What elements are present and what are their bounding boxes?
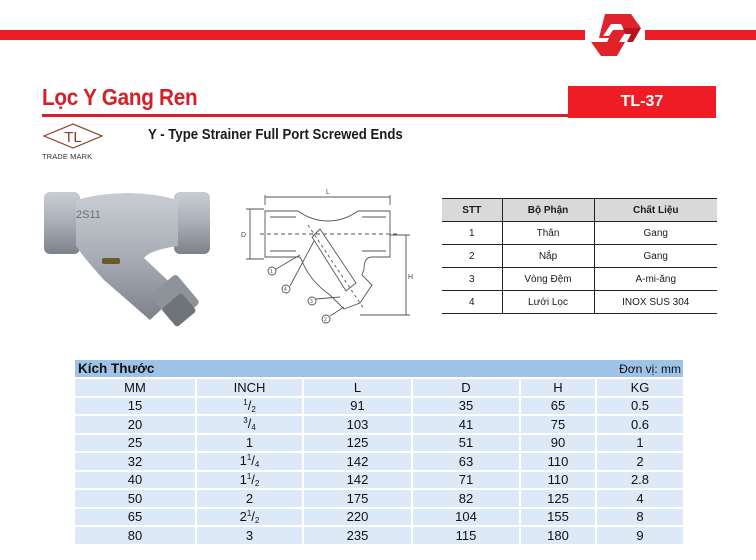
cell-l: 103 — [304, 416, 411, 433]
product-subtitle: Y - Type Strainer Full Port Screwed Ends — [148, 126, 403, 143]
cell-mm: 65 — [75, 509, 195, 526]
cell-mm: 40 — [75, 472, 195, 489]
parts-table-header — [442, 199, 717, 222]
technical-drawing — [240, 185, 420, 335]
svg-text:1: 1 — [270, 269, 273, 275]
dimensions-table — [73, 377, 685, 546]
col-kg: KG — [597, 379, 683, 396]
dimensions-table-header — [75, 379, 683, 396]
cell-mm: 50 — [75, 490, 195, 507]
table-row — [442, 222, 717, 245]
cell-inch — [197, 435, 302, 452]
cell-part: Lưới Lọc — [502, 291, 594, 314]
cell-stt: 2 — [442, 245, 502, 268]
cell-d: 104 — [413, 509, 519, 526]
inch-fraction-slash: / — [247, 397, 252, 413]
inch-whole: 2 — [239, 508, 247, 524]
inch-numerator: 1 — [243, 397, 248, 407]
dimensions-unit: Đơn vị: mm — [619, 361, 681, 376]
svg-text:3: 3 — [310, 299, 313, 305]
cell-d: 71 — [413, 472, 519, 489]
title-underline — [42, 114, 572, 117]
drawing-label-d: D — [241, 232, 247, 239]
cell-l: 235 — [304, 527, 411, 544]
cell-d: 51 — [413, 435, 519, 452]
inch-numerator: 1 — [246, 508, 252, 518]
inch-whole: 1 — [239, 471, 247, 487]
col-part: Bộ Phận — [502, 199, 594, 222]
cell-stt: 3 — [442, 268, 502, 291]
table-row — [75, 416, 683, 433]
header-red-bar-right — [645, 30, 756, 40]
cell-h: 65 — [521, 398, 595, 415]
cell-inch — [197, 509, 302, 526]
table-row — [75, 490, 683, 507]
cell-h: 125 — [521, 490, 595, 507]
drawing-label-l: L — [326, 189, 330, 196]
col-h: H — [521, 379, 595, 396]
inch-denominator: 2 — [254, 515, 260, 525]
page-title: Lọc Y Gang Ren — [42, 84, 198, 110]
cell-inch — [197, 527, 302, 544]
cell-mm: 20 — [75, 416, 195, 433]
cell-stt: 1 — [442, 222, 502, 245]
cell-l: 125 — [304, 435, 411, 452]
inch-fraction-slash: / — [251, 508, 255, 524]
inch-whole: 2 — [245, 490, 254, 506]
cell-l: 220 — [304, 509, 411, 526]
cell-h: 90 — [521, 435, 595, 452]
cell-inch — [197, 472, 302, 489]
inch-denominator: 2 — [254, 478, 260, 488]
table-row — [442, 291, 717, 314]
cell-part: Vòng Đệm — [502, 268, 594, 291]
table-row — [75, 472, 683, 489]
inch-whole: 1 — [245, 435, 254, 451]
cell-d: 82 — [413, 490, 519, 507]
cell-mm: 25 — [75, 435, 195, 452]
table-row — [75, 398, 683, 415]
drawing-label-h: H — [408, 274, 414, 281]
dimensions-title: Kích Thước — [78, 361, 155, 376]
cell-d: 63 — [413, 453, 519, 470]
cell-part: Thân — [502, 222, 594, 245]
inch-numerator: 1 — [246, 471, 252, 481]
cell-kg: 0.5 — [597, 398, 683, 415]
cell-h: 110 — [521, 472, 595, 489]
cell-inch — [197, 490, 302, 507]
cell-d: 35 — [413, 398, 519, 415]
cell-inch — [197, 398, 302, 415]
inch-denominator: 4 — [251, 423, 256, 433]
col-d: D — [413, 379, 519, 396]
cell-mm: 80 — [75, 527, 195, 544]
inch-fraction-slash: / — [247, 416, 252, 432]
cell-kg: 4 — [597, 490, 683, 507]
header-red-bar-left — [0, 30, 585, 40]
inch-fraction-slash: / — [251, 471, 255, 487]
cell-kg: 0.6 — [597, 416, 683, 433]
trademark-label: TRADE MARK — [42, 152, 93, 161]
cell-h: 155 — [521, 509, 595, 526]
table-row — [75, 509, 683, 526]
cell-material: A-mi-ăng — [594, 268, 717, 291]
inch-whole: 3 — [245, 527, 254, 543]
cell-stt: 4 — [442, 291, 502, 314]
cell-inch — [197, 416, 302, 433]
cell-h: 180 — [521, 527, 595, 544]
cell-l: 142 — [304, 472, 411, 489]
parts-table — [442, 198, 717, 314]
col-l: L — [304, 379, 411, 396]
col-inch: INCH — [197, 379, 302, 396]
product-code-badge: TL-37 — [568, 86, 716, 118]
cell-d: 41 — [413, 416, 519, 433]
cell-kg: 1 — [597, 435, 683, 452]
col-material: Chất Liệu — [594, 199, 717, 222]
cell-kg: 8 — [597, 509, 683, 526]
table-row — [75, 527, 683, 544]
cell-l: 91 — [304, 398, 411, 415]
col-stt: STT — [442, 199, 502, 222]
inch-numerator: 3 — [243, 416, 248, 426]
svg-text:2: 2 — [324, 317, 327, 323]
cell-inch — [197, 453, 302, 470]
svg-text:4: 4 — [284, 287, 287, 293]
inch-denominator: 4 — [254, 460, 260, 470]
trademark-logo — [42, 122, 104, 162]
hk-logo-icon — [587, 12, 643, 58]
cell-part: Nắp — [502, 245, 594, 268]
cell-material: Gang — [594, 245, 717, 268]
y-strainer-photo — [40, 180, 220, 340]
table-row — [442, 245, 717, 268]
svg-text:2S11: 2S11 — [76, 209, 101, 221]
cell-kg: 9 — [597, 527, 683, 544]
inch-denominator: 2 — [251, 404, 256, 414]
cell-kg: 2.8 — [597, 472, 683, 489]
cell-l: 142 — [304, 453, 411, 470]
inch-numerator: 1 — [246, 453, 252, 463]
dimensions-header — [75, 360, 683, 377]
cell-l: 175 — [304, 490, 411, 507]
col-mm: MM — [75, 379, 195, 396]
table-row — [75, 453, 683, 470]
inch-whole: 1 — [239, 453, 247, 469]
table-row — [75, 435, 683, 452]
cell-h: 110 — [521, 453, 595, 470]
cell-mm: 15 — [75, 398, 195, 415]
inch-fraction-slash: / — [251, 453, 255, 469]
cell-material: Gang — [594, 222, 717, 245]
cell-mm: 32 — [75, 453, 195, 470]
cell-d: 115 — [413, 527, 519, 544]
cell-material: INOX SUS 304 — [594, 291, 717, 314]
trademark-letters: TL — [64, 129, 82, 146]
cell-kg: 2 — [597, 453, 683, 470]
dimensions-section — [75, 360, 683, 546]
table-row — [442, 268, 717, 291]
cell-h: 75 — [521, 416, 595, 433]
